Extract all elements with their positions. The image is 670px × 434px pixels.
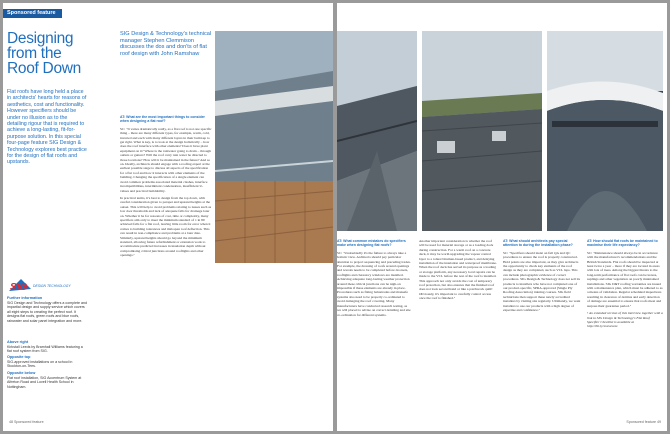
interview-column-4 <box>503 239 581 316</box>
roof-photo-school <box>422 31 542 231</box>
intro-text: SIG Design & Technology's technical manager Stephen Clemmison discusses the dos and don'ts of flat roof design with John Ramshaw <box>120 31 212 57</box>
further-info-title: Further information <box>7 296 43 300</box>
page-headline: Designing from the Roof Down <box>7 30 81 77</box>
caption-b-title: Opposite top <box>7 355 31 359</box>
question-2: AT: What common mistakes do specifiers make when designing flat roofs? <box>337 239 406 248</box>
section-tag: Sponsored feature <box>3 9 62 18</box>
answer-2: SC: "Undoubtedly it's the failure to always take a holistic view. Architects should pay particular attention to project sequencing and preceding trades. For example, the dressing of roofs around openings and reveals needs to be completed before doorsets, rooflights and clerestory windows are installed. Achieving adequate long-lasting weather protection around these critical junctions can be nigh-on impossible if these elements are already in place. Procedures such as fixing balustrades and mansafe systems also need to be properly co-ordinated to avoid damaging the roof covering. Many manufacturers have conducted research testing, as we will placed to advise on correct detailing and site co-ordination for different systems. <box>337 250 411 317</box>
caption-opposite-top <box>7 355 87 369</box>
question-4: AT: How should flat roofs be maintained to maximise their life expectancy? <box>587 239 658 248</box>
answer-1: SC: "It varies dramatically really, as a flat roof is not one specific thing – there are many different types, for example, warm, cold, inverted and each with many different layers in their build-up to get right. What is key, is to look at the design holistically – how does the roof interface with other elements? Does it have plant equipment on it? Where is the rainwater going to drain – through outlets or gutters? Will the roof carry rain water be directed to those locations? How will it be maintained in the future? And so on. Ideally, architects should engage with a roofing expert at the earliest possible stage to discuss all aspects of the specification for a flat roof and how it interacts with other elements of the building. Changing the specification of a single element can avoid common problems associated material clashes, interface incompatibilities, intermittent condensation, insufficient U-values and practical buildability. <box>120 126 212 193</box>
caption-a-text: Kirkstall Leeds by Bramhall Williams featuring a flat roof system from SIG. <box>7 344 83 354</box>
caption-b-text: SIG-approved installations on a school in Stockton-on-Tees. <box>7 359 73 369</box>
interview-column-1 <box>120 115 212 261</box>
question-3: AT: What should architects pay special attention to during the installation phase? <box>503 239 573 248</box>
caption-above-right <box>7 340 87 354</box>
logo-text: SIG <box>10 282 28 293</box>
further-info <box>7 296 87 324</box>
building-photo-balcony <box>215 31 333 263</box>
caption-opposite-below <box>7 371 87 389</box>
right-page <box>337 3 667 431</box>
footnote: • An extended version of this interview together with a link to SIG Design & Technology's Flat Roof Specifier Checklist is available at http://bit.ly/xxxxxxxxx <box>587 311 663 329</box>
roof-photo-curved <box>547 31 663 231</box>
caption-c-title: Opposite below <box>7 371 36 375</box>
logo-subtext: DESIGN TECHNOLOGY <box>33 284 71 288</box>
caption-c-text: Flat roof installation, SIG Accentrum System at Alfreton Road and Lovell Health School in Nottingham. <box>7 375 82 389</box>
sig-logo <box>7 277 77 293</box>
answer-3: SC: "Specifiers should insist on full QA and QC procedures to ensure the roof is properly constructed. Hold points are also important, as they give architects the opportunity to check key elements of the roof design as they are completed, such as VCL laps. This can include photographic evidence of correct procedures. SIG Design & Technology does not sell its products to installers who have not completed one of our product-specific, SPRA-approved (Single Ply Roofing Association) training courses. SIG field technicians then support these newly accredited installers by visiting site regularly. Ultimately, we want installers to use our products with a high degree of expertise and confidence." <box>503 250 581 313</box>
interview-column-5 <box>587 239 663 332</box>
answer-4: SC: "Maintenance should always be in accordance with the manufacturer's recommendations and the British Standards. Flat roofs should be inspected at least twice a year – more if they are located in areas with lots of trees. Among the biggest threats to the long-term performance of flat roofs can be leaves, saplings and other vegetation on poorly maintained installations. SIG D&T roofing warranties are issued with a maintenance plan, which must be adhered to as a means of validation. Regular scheduled inspections resulting in clearance of detritus and early detection of damage are essential to ensure that roofs meet and surpass their guarantee period." <box>587 250 663 308</box>
question-1: AT: What are the most important things to consider when designing a flat roof? <box>120 115 205 124</box>
roof-photo-angled <box>337 31 417 231</box>
caption-a-title: Above right <box>7 340 29 344</box>
page-number-right: Sponsored feature 49 <box>626 420 661 424</box>
answer-2-continued: Another important consideration is whether the roof will be used for material storage or as a loading dock during construction. For a warm roof on a concrete deck, it may be worth upgrading the vapour control layer to a robust bitumen-based product, and delaying installation of the insulation and waterproof membrane. When the roof deck has served its purpose as a loading or storage platform, any necessary local repairs can be made to the VCL before the rest of the roof is installed. This approach not only avoids the cost of temporary roof protection, but also ensures that the finished roof does not look second hand or like a patchwork quilt! Obviously, it's important to carefully control access once the roof is finished." <box>419 239 497 301</box>
answer-1-continued: In practical terms, it's best to design from the top down, with careful consideration given to parapet and upstand heights at the outset. This will help to avoid problems relating to issues such as low door thresholds and lack of adequate falls for drainage later on. Whether it be for reasons of cost, time or complexity, many specifiers aim only to meet the minimum standard of 1 in 80 achieved falls for a flat roof, leaving little room for error when it comes to building tolerances and mid-span roof deflection. This can result in non-compliance and problems at a later date. Similarly, upstand heights should go beyond the minimum standard, allowing future refurbishment or extension work to accommodate predicted increases in insulation depth without compromising critical junctions around rooflights and other openings." <box>120 195 212 258</box>
lede-text: Flat roofs have long held a place in architects' hearts for reasons of aesthetics, cost and functionality. However specifiers should be under no illusion as to the detailing rigour that is required to achieve a long-lasting, fit-for-purpose solution. In this special four-page feature SIG Design & Technology explores best practice for the design of flat roofs and upstands. <box>7 89 87 166</box>
interview-column-3 <box>419 239 497 304</box>
interview-column-2 <box>337 239 411 320</box>
page-number-left: 48 Sponsored feature <box>9 420 44 424</box>
left-page <box>3 3 333 431</box>
further-info-text: SIG Design and Technology offers a complete and impartial design and supply service which covers all eight steps to creating the perfect roof. It designs flat roofs, green roofs and blue roofs, rainwater and solar panel integration and more. <box>7 300 87 323</box>
